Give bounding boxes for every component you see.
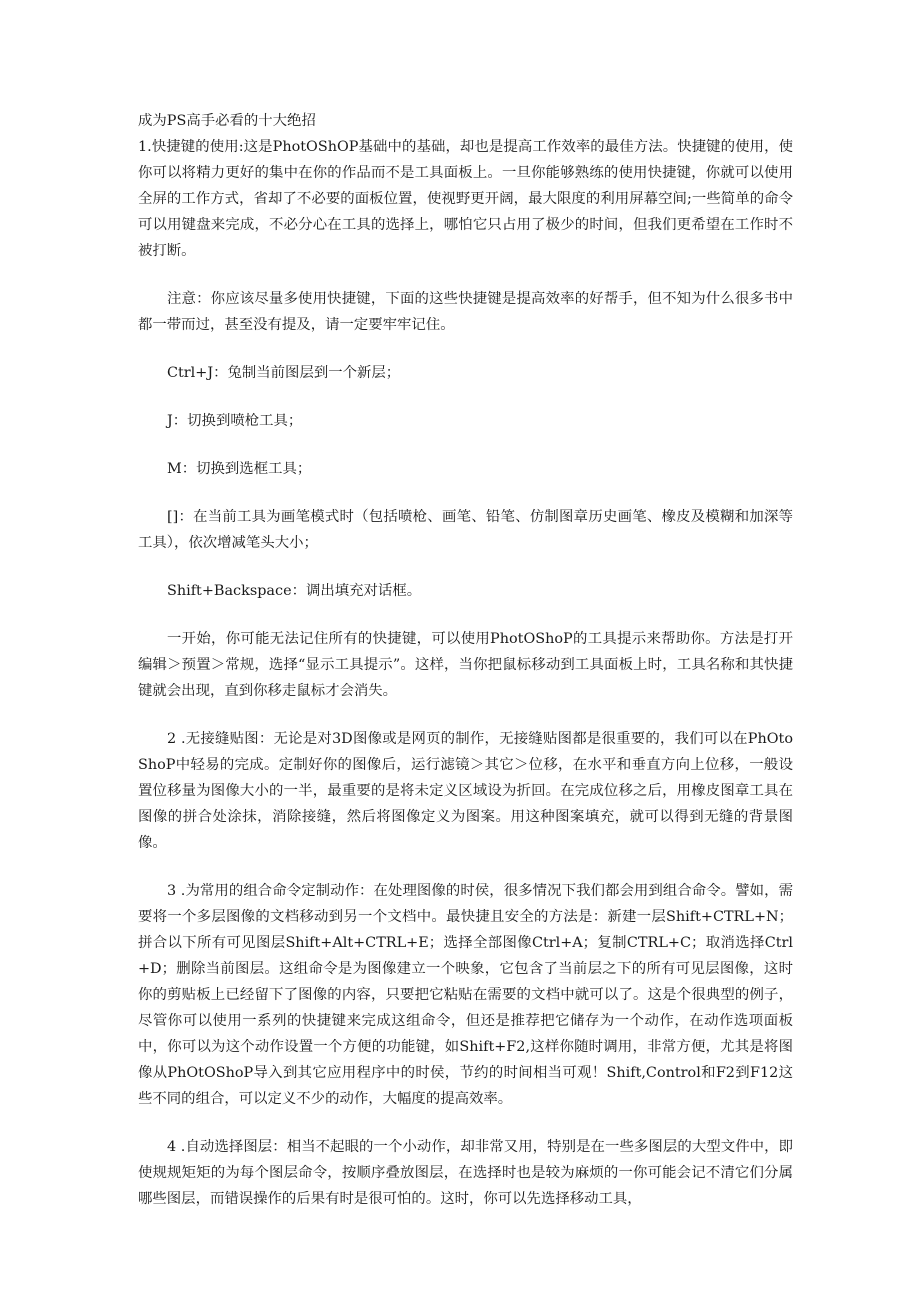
- document-title: 成为PS高手必看的十大绝招: [138, 113, 316, 129]
- paragraph-seamless-tile: 2 .无接缝贴图：无论是对3D图像或是网页的制作，无接缝贴图都是很重要的，我们可以在PhOtoShoP中轻易的完成。定制好你的图像后，运行滤镜＞其它＞位移，在水平和垂直方向上位移，一般设置位移量为图像大小的一半，最重要的是将未定义区域设为折回。在完成位移之后，用橡皮图章工具在图像的拼合处涂抹，消除接缝，然后将图像定义为图案。用这种图案填充，就可以得到无缝的背景图像。: [138, 731, 793, 851]
- document-body: [138, 108, 793, 1212]
- paragraph-auto-select-layer: 4 .自动选择图层：相当不起眼的一个小动作，却非常又用，特别是在一些多图层的大型文件中，即使规规矩矩的为每个图层命令，按顺序叠放图层，在选择时也是较为麻烦的一你可能会记不清它们分属哪些图层，而错误操作的后果有时是很可怕的。这时，你可以先选择移动工具，: [138, 1139, 793, 1207]
- shortcut-j: J：切换到喷枪工具；: [167, 413, 303, 429]
- paragraph-custom-actions: 3 .为常用的组合命令定制动作：在处理图像的时侯，很多情况下我们都会用到组合命令。譬如，需要将一个多层图像的文档移动到另一个文档中。最快捷且安全的方法是：新建一层Shift+CTRL+N；拼合以下所有可见图层Shift+Alt+CTRL+E；选择全部图像Ctrl+A；复制CTRL+C；取消选择Ctrl+D；删除当前图层。这组命令是为图像建立一个映象，它包含了当前层之下的所有可见层图像，这时你的剪贴板上已经留下了图像的内容，只要把它粘贴在需要的文档中就可以了。这是个很典型的例子，尽管你可以使用一系列的快捷键来完成这组命令，但还是推荐把它储存为一个动作，在动作选项面板中，你可以为这个动作设置一个方便的功能键，如Shift+F2,这样你随时调用，非常方便，尤其是将图像从PhOtOShoP导入到其它应用程序中的时侯，节约的时间相当可观！Shift,Control和F2到F12这些不同的组合，可以定义不少的动作，大幅度的提高效率。: [138, 883, 793, 1107]
- shortcut-brackets: []：在当前工具为画笔模式时（包括喷枪、画笔、铅笔、仿制图章历史画笔、橡皮及模糊和加深等工具），依次增减笔头大小；: [138, 509, 793, 551]
- paragraph-shortcuts-intro: 1.快捷键的使用:这是PhotOShOP基础中的基础，却也是提高工作效率的最佳方法。快捷键的使用，使你可以将精力更好的集中在你的作品而不是工具面板上。一旦你能够熟练的使用快捷键，你就可以使用全屏的工作方式，省却了不必要的面板位置，使视野更开阔，最大限度的利用屏幕空间;一些简单的命令可以用键盘来完成，不必分心在工具的选择上，哪怕它只占用了极少的时间，但我们更希望在工作时不被打断。: [138, 139, 793, 259]
- paragraph-tooltips: 一开始，你可能无法记住所有的快捷键，可以使用PhotOShoP的工具提示来帮助你。方法是打开编辑＞预置＞常规，选择“显示工具提示”。这样，当你把鼠标移动到工具面板上时，工具名称和其快捷键就会出现，直到你移走鼠标才会消失。: [138, 631, 793, 699]
- shortcut-ctrl-j: Ctrl+J：兔制当前图层到一个新层；: [167, 365, 401, 381]
- shortcut-shift-backspace: Shift+Backspace：调出填充对话框。: [167, 583, 422, 599]
- paragraph-note: 注意：你应该尽量多使用快捷键，下面的这些快捷键是提高效率的好帮手，但不知为什么很多书中都一带而过，甚至没有提及，请一定要牢牢记住。: [138, 291, 793, 333]
- shortcut-m: M：切换到选框工具；: [167, 461, 312, 477]
